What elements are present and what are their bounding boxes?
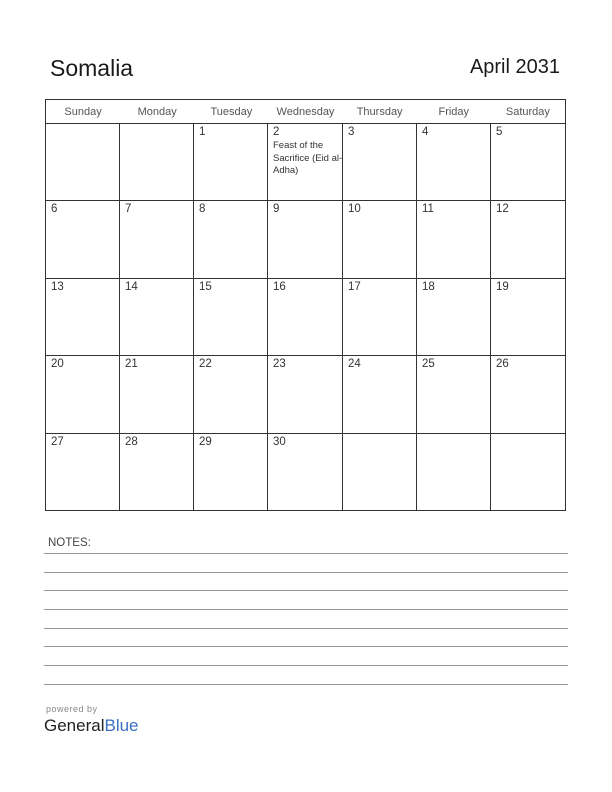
day-cell <box>491 279 565 356</box>
day-number: 6 <box>51 203 58 215</box>
calendar-grid <box>45 99 566 511</box>
day-number: 2 <box>273 126 280 138</box>
calendar-weeks <box>46 124 565 510</box>
weekday-saturday: Saturday <box>505 106 550 118</box>
notes-line <box>44 665 568 666</box>
day-number: 8 <box>199 203 206 215</box>
day-cell <box>120 356 194 434</box>
day-cell <box>268 124 343 201</box>
day-cell <box>343 124 417 201</box>
day-cell <box>491 356 565 434</box>
day-number: 5 <box>496 126 503 138</box>
day-number: 18 <box>422 281 435 293</box>
day-cell <box>46 356 120 434</box>
day-number: 16 <box>273 281 286 293</box>
day-cell <box>491 124 565 201</box>
holiday-event: Feast of the Sacrifice (Eid al-Adha) <box>273 140 343 176</box>
day-cell <box>194 201 268 279</box>
day-cell <box>120 279 194 356</box>
day-number: 19 <box>496 281 509 293</box>
day-cell <box>46 124 120 201</box>
weekday-wednesday: Wednesday <box>276 106 335 118</box>
day-cell <box>46 201 120 279</box>
notes-line <box>44 572 568 573</box>
weekday-friday: Friday <box>438 106 470 118</box>
brand-blue: Blue <box>104 716 139 735</box>
day-number: 12 <box>496 203 509 215</box>
day-number: 17 <box>348 281 361 293</box>
day-number: 9 <box>273 203 280 215</box>
day-cell <box>491 434 565 511</box>
weekday-monday: Monday <box>137 106 177 118</box>
day-cell <box>417 356 491 434</box>
notes-line <box>44 590 568 591</box>
day-cell <box>120 434 194 511</box>
notes-line <box>44 609 568 610</box>
day-number: 15 <box>199 281 212 293</box>
day-cell <box>194 356 268 434</box>
day-number: 27 <box>51 436 64 448</box>
day-number: 23 <box>273 358 286 370</box>
day-cell <box>268 279 343 356</box>
day-cell <box>417 124 491 201</box>
powered-by-text: powered by <box>46 704 98 714</box>
brand-general: General <box>44 716 105 735</box>
day-cell <box>268 356 343 434</box>
day-cell <box>194 279 268 356</box>
day-number: 3 <box>348 126 355 138</box>
day-number: 14 <box>125 281 138 293</box>
day-cell <box>417 201 491 279</box>
day-cell <box>491 201 565 279</box>
notes-line <box>44 684 568 685</box>
day-number: 7 <box>125 203 132 215</box>
weekday-tuesday: Tuesday <box>210 106 253 118</box>
day-cell <box>120 124 194 201</box>
weekday-thursday: Thursday <box>356 106 403 118</box>
day-cell <box>194 434 268 511</box>
notes-line <box>44 628 568 629</box>
day-number: 20 <box>51 358 64 370</box>
calendar-country-title: Somalia <box>50 55 134 81</box>
day-number: 28 <box>125 436 138 448</box>
day-cell <box>268 434 343 511</box>
day-number: 30 <box>273 436 286 448</box>
generalblue-logo <box>44 716 139 736</box>
day-cell <box>417 434 491 511</box>
weekday-header-row <box>46 100 565 124</box>
day-number: 25 <box>422 358 435 370</box>
day-number: 13 <box>51 281 64 293</box>
notes-line <box>44 553 568 554</box>
notes-label: NOTES: <box>48 537 91 549</box>
day-number: 21 <box>125 358 138 370</box>
day-cell <box>343 201 417 279</box>
notes-line <box>44 646 568 647</box>
weekday-sunday: Sunday <box>64 106 102 118</box>
calendar-month-title: April 2031 <box>469 56 560 78</box>
day-number: 24 <box>348 358 361 370</box>
day-number: 1 <box>199 126 206 138</box>
day-number: 4 <box>422 126 429 138</box>
day-cell <box>417 279 491 356</box>
day-cell <box>268 201 343 279</box>
day-cell <box>343 434 417 511</box>
day-cell <box>343 356 417 434</box>
day-number: 26 <box>496 358 509 370</box>
day-number: 22 <box>199 358 212 370</box>
day-cell <box>194 124 268 201</box>
day-cell <box>46 434 120 511</box>
day-cell <box>46 279 120 356</box>
day-cell <box>343 279 417 356</box>
day-cell <box>120 201 194 279</box>
day-number: 10 <box>348 203 361 215</box>
day-number: 11 <box>422 203 434 215</box>
day-number: 29 <box>199 436 212 448</box>
